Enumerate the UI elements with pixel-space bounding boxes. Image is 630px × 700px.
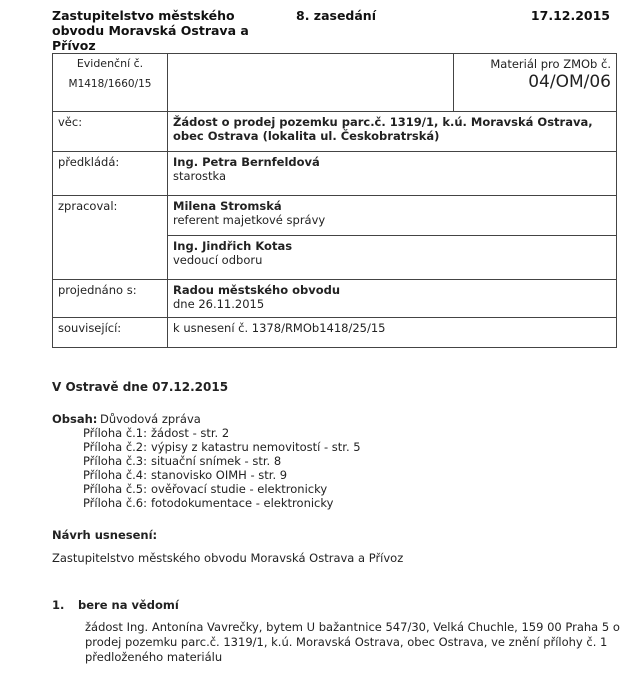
obsah-section	[52, 412, 361, 510]
header-date: 17.12.2015	[530, 8, 610, 23]
zpracoval-label: zpracoval:	[53, 196, 168, 280]
zpracoval2-role: vedoucí odboru	[173, 253, 263, 267]
annex-value: fotodokumentace - elektronicky	[151, 496, 334, 510]
annex-item	[52, 426, 361, 440]
annex-key: Příloha č.1:	[82, 426, 147, 440]
material-label: Materiál pro ZMOb č.	[490, 57, 611, 71]
annex-item	[52, 468, 361, 482]
projednano-date: dne 26.11.2015	[173, 297, 265, 311]
obsah-label: Obsah:	[52, 412, 98, 426]
point-1-heading	[52, 598, 179, 612]
empty-cell	[168, 54, 454, 112]
projednano-value: Radou městského obvodu	[173, 283, 341, 297]
souvisejici-label: související:	[53, 318, 168, 348]
predklada-role: starostka	[173, 169, 227, 183]
point-title: bere na vědomí	[78, 598, 179, 612]
header-session: 8. zasedání	[296, 8, 376, 23]
zpracoval1-name: Milena Stromská	[173, 199, 282, 213]
navrh-title: Návrh usnesení:	[52, 528, 158, 542]
zpracoval2-name: Ing. Jindřich Kotas	[173, 239, 293, 253]
projednano-label: projednáno s:	[53, 280, 168, 318]
material-number: 04/OM/06	[528, 72, 611, 92]
predklada-name: Ing. Petra Bernfeldová	[173, 155, 320, 169]
place-date: V Ostravě dne 07.12.2015	[52, 380, 229, 394]
vec-label: věc:	[53, 112, 168, 152]
evidence-number: M1418/1660/15	[68, 78, 152, 90]
annex-item	[52, 454, 361, 468]
obsah-main: Důvodová zpráva	[100, 412, 201, 426]
annex-value: žádost - str. 2	[151, 426, 230, 440]
evidence-cell	[53, 54, 168, 112]
annex-key: Příloha č.5:	[82, 482, 147, 496]
point-1-text: žádost Ing. Antonína Vavrečky, bytem U bažantnice 547/30, Velká Chuchle, 159 00 Praha 5 o prodej pozemku parc.č. 1319/1, k.ú. Moravská Ostrava, obec Ostrava, ve znění přílohy č. 1 předloženého materiálu	[85, 620, 620, 664]
predklada-label: předkládá:	[53, 152, 168, 196]
header-institution: Zastupitelstvo městského obvodu Moravská Ostrava a Přívoz	[52, 8, 249, 53]
annex-key: Příloha č.2:	[82, 440, 147, 454]
material-table	[52, 53, 617, 348]
annex-item	[52, 496, 361, 510]
projednano-cell	[168, 280, 617, 318]
annex-key: Příloha č.4:	[82, 468, 147, 482]
zpracoval1-cell	[168, 196, 617, 236]
zpracoval1-role: referent majetkové správy	[173, 213, 326, 227]
zpracoval2-cell	[168, 236, 617, 280]
annex-key: Příloha č.6:	[82, 496, 147, 510]
annex-value: ověřovací studie - elektronicky	[151, 482, 328, 496]
annex-item	[52, 482, 361, 496]
material-cell	[454, 54, 617, 112]
annex-value: stanovisko OIMH - str. 9	[151, 468, 288, 482]
vec-value: Žádost o prodej pozemku parc.č. 1319/1, k.ú. Moravská Ostrava, obec Ostrava (lokalita ul. Českobratrská)	[168, 112, 617, 152]
annex-value: situační snímek - str. 8	[151, 454, 282, 468]
annex-value: výpisy z katastru nemovitostí - str. 5	[151, 440, 361, 454]
souvisejici-value: k usnesení č. 1378/RMOb1418/25/15	[168, 318, 617, 348]
annex-key: Příloha č.3:	[82, 454, 147, 468]
evidence-label: Evidenční č.	[76, 57, 144, 70]
predklada-cell	[168, 152, 617, 196]
annex-item	[52, 440, 361, 454]
navrh-body: Zastupitelstvo městského obvodu Moravská Ostrava a Přívoz	[52, 551, 404, 565]
point-number: 1.	[52, 598, 65, 612]
